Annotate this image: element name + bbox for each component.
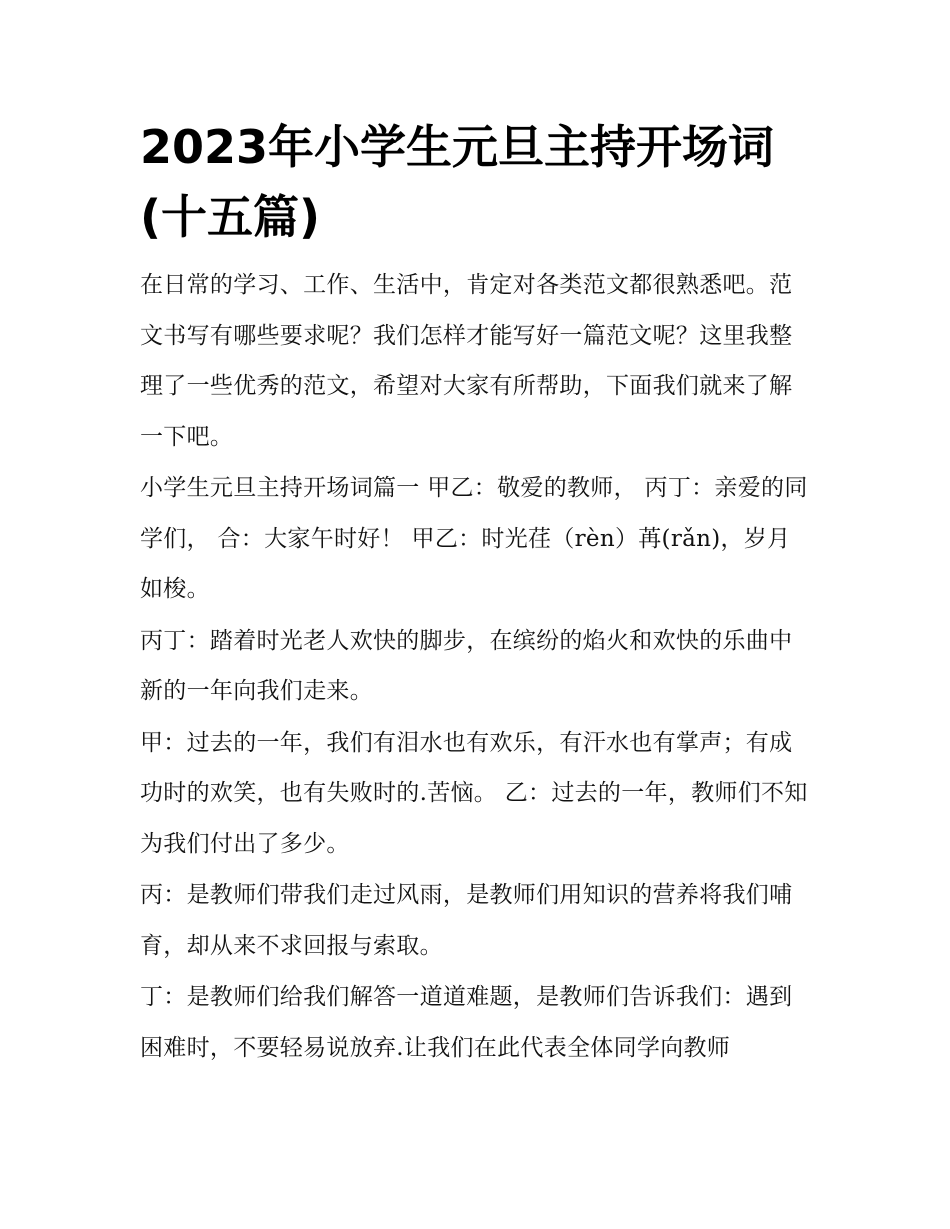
paragraph-jia-yi: 甲：过去的一年，我们有泪水也有欢乐，有汗水也有掌声；有成功时的欢笑，也有失败时的.苦恼。 乙：过去的一年，教师们不知为我们付出了多少。	[140, 729, 808, 857]
paragraph-bing: 丙：是教师们带我们走过风雨，是教师们用知识的营养将我们哺育，却从来不求回报与索取。	[140, 882, 793, 959]
document-title: 2023年小学生元旦主持开场词(十五篇)	[140, 120, 775, 244]
document-body	[140, 112, 812, 1074]
paragraph-bingding: 丙丁：踏着时光老人欢快的脚步，在缤纷的焰火和欢快的乐曲中新的一年向我们走来。	[140, 627, 793, 704]
paragraph-opening: 小学生元旦主持开场词篇一 甲乙：敬爱的教师， 丙丁：亲爱的同学们， 合：大家午时好！ 甲乙：时光荏（rèn）苒(rǎn)，岁月如梭。	[140, 475, 808, 602]
paragraph-intro: 在日常的学习、工作、生活中，肯定对各类范文都很熟悉吧。范文书写有哪些要求呢？我们怎样才能写好一篇范文呢？这里我整理了一些优秀的范文，希望对大家有所帮助，下面我们就来了解一下吧。	[140, 272, 793, 450]
paragraph-ding: 丁：是教师们给我们解答一道道难题，是教师们告诉我们：遇到困难时，不要轻易说放弃.让我们在此代表全体同学向教师	[140, 984, 793, 1061]
